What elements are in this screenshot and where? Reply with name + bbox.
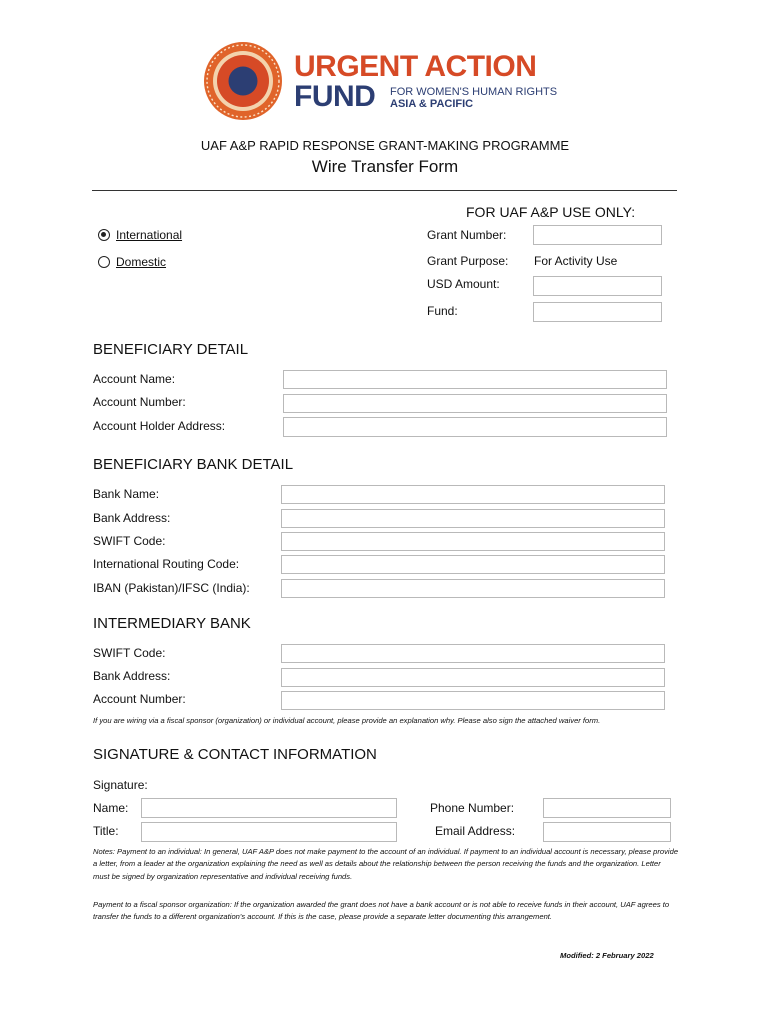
programme-title: UAF A&P RAPID RESPONSE GRANT-MAKING PROGRAMME [200,138,570,153]
logo-emblem [196,40,290,122]
intermediary-swift-label: SWIFT Code: [93,646,166,660]
grant-number-field[interactable] [533,225,662,245]
phone-label: Phone Number: [430,801,515,815]
signature-label: Signature: [93,778,148,792]
beneficiary-heading: BENEFICIARY DETAIL [93,341,249,358]
logo [196,40,586,122]
name-label: Name: [93,801,129,815]
account-name-label: Account Name: [93,372,176,386]
radio-domestic[interactable] [98,256,110,268]
holder-address-label: Account Holder Address: [93,419,226,433]
account-name-field[interactable] [283,370,667,389]
bank-name-label: Bank Name: [93,487,160,501]
intermediary-account-label: Account Number: [93,692,186,706]
swift-code-label: SWIFT Code: [93,534,166,548]
intermediary-heading: INTERMEDIARY BANK [93,615,251,632]
header-divider [92,190,677,191]
modified-date: Modified: 2 February 2022 [560,951,654,960]
radio-domestic-label[interactable]: Domestic [116,255,167,269]
office-use-heading: FOR UAF A&P USE ONLY: [466,204,636,220]
fund-label: Fund: [427,304,458,318]
bank-address-label: Bank Address: [93,511,171,525]
holder-address-field[interactable] [283,417,667,437]
routing-code-label: International Routing Code: [93,557,240,571]
bank-address-field[interactable] [281,509,665,528]
iban-field[interactable] [281,579,665,598]
routing-code-field[interactable] [281,555,665,574]
bank-name-field[interactable] [281,485,665,504]
title-field[interactable] [141,822,397,842]
radio-international-label[interactable]: International [116,228,183,242]
title-label: Title: [93,824,119,838]
individual-payment-note: Notes: Payment to an individual: In general, UAF A&P does not make payment to the account of an individual. If payment to an individual account is necessary, please provide a letter, from a leader at the organization explaining the need as well as details about the relationship between the person receiving the funds and the organization. Letter must be signed by organization representative and individual receiving funds. [93,847,679,881]
fiscal-sponsor-note: If you are wiring via a fiscal sponsor (organization) or individual account, please provide an explanation why. Please also sign the attached waiver form. [93,716,601,725]
account-number-label: Account Number: [93,395,186,409]
name-field[interactable] [141,798,397,818]
radio-selected-dot [101,232,106,237]
usd-amount-label: USD Amount: [427,277,500,291]
intermediary-account-field[interactable] [281,691,665,710]
form-title: Wire Transfer Form [311,157,459,176]
radio-international[interactable] [98,229,110,241]
iban-label: IBAN (Pakistan)/IFSC (India): [93,581,250,595]
swift-code-field[interactable] [281,532,665,551]
email-field[interactable] [543,822,671,842]
usd-amount-field[interactable] [533,276,662,296]
grant-purpose-value: For Activity Use [534,254,618,268]
intermediary-swift-field[interactable] [281,644,665,663]
logo-line2: FUND [294,80,376,113]
grant-number-label: Grant Number: [427,228,507,242]
bank-heading: BENEFICIARY BANK DETAIL [93,456,294,473]
grant-purpose-label: Grant Purpose: [427,254,509,268]
logo-line4: ASIA & PACIFIC [390,98,474,110]
fiscal-sponsor-payment-note: Payment to a fiscal sponsor organization: If the organization awarded the grant does not have a bank account or is not able to receive funds in their account, UAF agrees to transfer the funds to a different organization's account. If this is the case, please provide a separate letter documenting this arrangement. [93,900,670,922]
intermediary-address-label: Bank Address: [93,669,171,683]
intermediary-address-field[interactable] [281,668,665,687]
email-label: Email Address: [435,824,516,838]
logo-line1: URGENT ACTION [294,50,537,83]
phone-field[interactable] [543,798,671,818]
fund-field[interactable] [533,302,662,322]
logo-line3: FOR WOMEN'S HUMAN RIGHTS [390,86,558,98]
signature-heading: SIGNATURE & CONTACT INFORMATION [93,746,377,763]
account-number-field[interactable] [283,394,667,413]
